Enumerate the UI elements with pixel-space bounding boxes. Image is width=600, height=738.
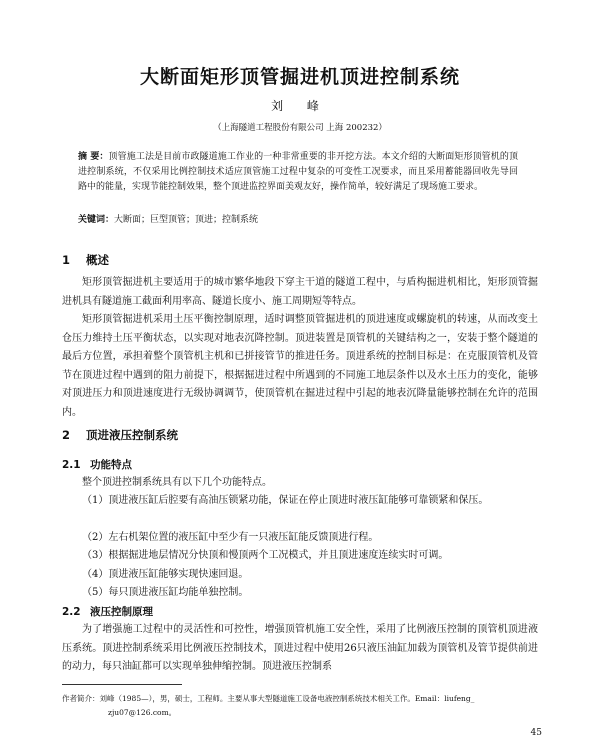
author-footnote bbox=[62, 692, 538, 720]
keywords-text: 大断面；巨型顶管；顶进；控制系统 bbox=[114, 215, 259, 225]
page-number: 45 bbox=[530, 728, 542, 738]
subsection-number: 2.2 bbox=[62, 606, 81, 618]
subsection-title: 功能特点 bbox=[90, 459, 132, 471]
feature-item-1: （1）顶进液压缸后腔要有高油压锁紧功能，保证在停止顶进时液压缸能够可靠锁紧和保压。 bbox=[82, 495, 489, 506]
feature-item-2: （2）左右机架位置的液压缸中至少有一只液压缸能反馈顶进行程。 bbox=[82, 532, 379, 543]
abstract-text: 顶管施工法是目前市政隧道施工作业的一种非常重要的非开挖方法。本文介绍的大断面矩形顶管机的顶进控制系统，不仅采用比例控制技术适应顶管施工过程中复杂的可变性工况要求，而且采用蓄能器回收先导回路中的能量，实现节能控制效果，整个顶进监控界面美观友好，操作简单，较好满足了现场施工要求。 bbox=[78, 152, 518, 192]
subsection-2-2-heading bbox=[62, 604, 153, 619]
section-2-heading bbox=[62, 427, 178, 443]
abstract-label: 摘 要： bbox=[78, 152, 109, 162]
subsection-2-1-intro: 整个顶进控制系统具有以下几个功能特点。 bbox=[82, 477, 272, 488]
section-number: 2 bbox=[62, 428, 71, 442]
section-title: 顶进液压控制系统 bbox=[86, 428, 178, 442]
subsection-2-1-heading bbox=[62, 457, 132, 472]
author-affiliation: （上海隧道工程股份有限公司 上海 200232） bbox=[213, 123, 387, 133]
abstract bbox=[78, 150, 518, 195]
section-1-paragraph-1: 矩形顶管掘进机主要适用于的城市繁华地段下穿主干道的隧道工程中，与盾构掘进机相比，矩形顶管掘进机具有隧道施工截面利用率高、隧道长度小、施工周期短等特点。 bbox=[62, 277, 538, 307]
subsection-2-2-paragraph: 为了增强施工过程中的灵活性和可控性，增强顶管机施工安全性，采用了比例液压控制的顶管机顶进液压系统。顶进控制系统采用比例液压控制技术，顶进过程中使用26只液压油缸加载为顶管机及管节提供前进的动力，每只油缸都可以实现单独伸缩控制。顶进液压控制系 bbox=[62, 624, 538, 672]
feature-item-4: （4）顶进液压缸能够实现快速回退。 bbox=[82, 569, 249, 580]
keywords bbox=[78, 213, 518, 228]
keywords-label: 关键词： bbox=[78, 215, 115, 225]
subsection-number: 2.1 bbox=[62, 459, 81, 471]
section-number: 1 bbox=[62, 253, 71, 267]
footnote-line-2: zju07@126.com。 bbox=[108, 708, 177, 717]
footnote-divider bbox=[62, 684, 182, 685]
feature-item-3: （3）根据掘进地层情况分快顶和慢顶两个工况模式，并且顶进速度连续实时可调。 bbox=[82, 550, 449, 561]
paper-title: 大断面矩形顶管掘进机顶进控制系统 bbox=[139, 66, 460, 88]
footnote-line-1: 作者简介：刘峰（1985—），男，硕士，工程师。主要从事大型隧道施工设备电液控制系统技术相关工作。Email：liufeng_ bbox=[62, 694, 475, 703]
feature-item-5: （5）每只顶进液压缸均能单独控制。 bbox=[82, 587, 249, 598]
section-1-heading bbox=[62, 252, 109, 268]
author-name: 刘 峰 bbox=[271, 99, 329, 113]
section-1-paragraph-2: 矩形顶管掘进机采用土压平衡控制原理，适时调整顶管掘进机的顶进速度或螺旋机的转速，从而改变土仓压力维持土压平衡状态，以实现对地表沉降控制。顶进装置是顶管机的关键结构之一，安装于整个隧道的最后方位置，承担着整个顶管机主机和已拼接管节的推进任务。顶进系统的控制目标是：在克服顶管机及管节在顶进过程中遇到的阻力前提下，根据掘进过程中所遇到的不同施工地层条件以及水土压力的变化，能够对顶进压力和顶进速度进行无级协调调节，使顶管机在掘进过程中引起的地表沉降量能够控制在允许的范围内。 bbox=[62, 314, 538, 418]
subsection-title: 液压控制原理 bbox=[90, 606, 153, 618]
section-title: 概述 bbox=[86, 253, 109, 267]
